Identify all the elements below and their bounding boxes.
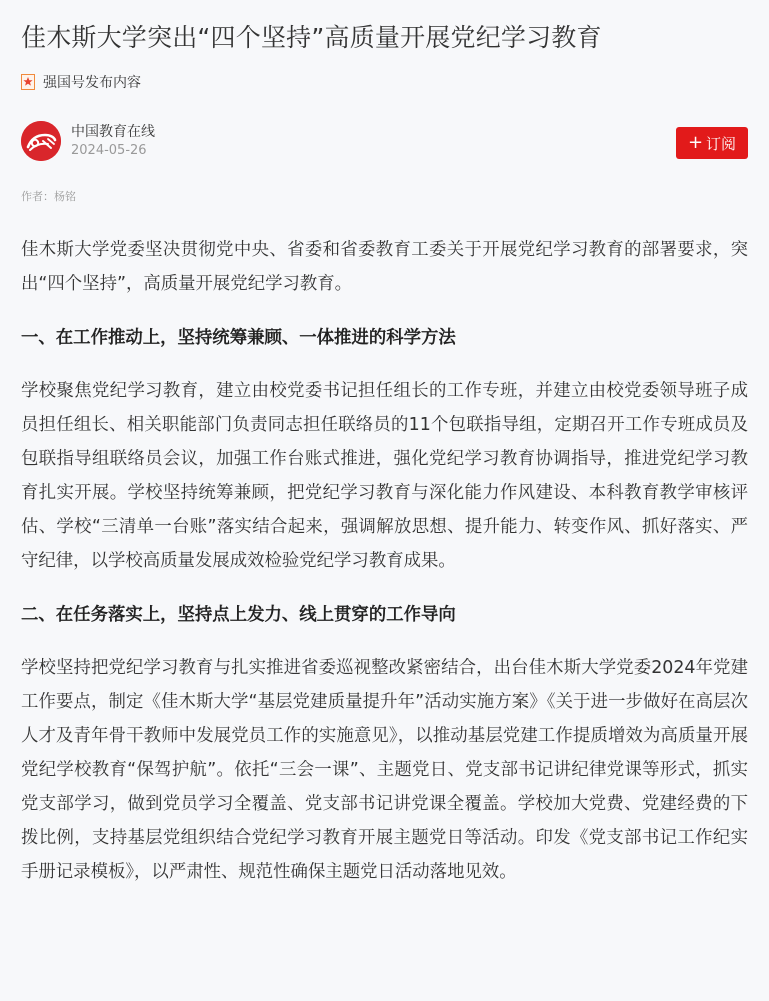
publisher-avatar[interactable]: [21, 121, 61, 161]
source-label: 强国号发布内容: [43, 75, 141, 91]
subscribe-button[interactable]: [676, 127, 748, 159]
section-heading-1: 一、在工作推动上，坚持统筹兼顾、一体推进的科学方法: [21, 328, 456, 348]
publisher-logo-icon: [21, 121, 61, 161]
section-body-2: 学校坚持把党纪学习教育与扎实推进省委巡视整改紧密结合，出台佳木斯大学党委2024年党建工作要点，制定《佳木斯大学“基层党建质量提升年”活动实施方案》《关于进一步做好在高层次人才及青年骨干教师中发展党员工作的实施意见》，以推动基层党建工作提质增效为高质量开展党纪学校教育“保驾护航”。依托“三会一课”、主题党日、党支部书记讲纪律党课等形式，抓实党支部学习，做到党员学习全覆盖、党支部书记讲党课全覆盖。学校加大党费、党建经费的下拨比例，支持基层党组织结合党纪学习教育开展主题党日等活动。印发《党支部书记工作纪实手册记录模板》，以严肃性、规范性确保主题党日活动落地见效。: [21, 658, 748, 882]
author-byline: 作者：杨铭: [21, 190, 76, 203]
plus-icon: +: [687, 132, 704, 153]
star-badge-icon: [21, 74, 35, 90]
publish-date: 2024-05-26: [71, 143, 147, 158]
section-heading-2: 二、在任务落实上，坚持点上发力、线上贯穿的工作导向: [21, 605, 456, 625]
subscribe-label: 订阅: [706, 134, 737, 153]
publisher-meta: [71, 122, 155, 160]
article-body: [21, 233, 748, 889]
source-row: [21, 72, 748, 92]
publisher-row: [21, 119, 748, 163]
article-title: 佳木斯大学突出“四个坚持”高质量开展党纪学习教育: [21, 23, 602, 52]
publisher-name[interactable]: 中国教育在线: [71, 124, 155, 140]
intro-paragraph: 佳木斯大学党委坚决贯彻党中央、省委和省委教育工委关于开展党纪学习教育的部署要求，突出“四个坚持”，高质量开展党纪学习教育。: [21, 240, 748, 294]
section-body-1: 学校聚焦党纪学习教育，建立由校党委书记担任组长的工作专班，并建立由校党委领导班子成员担任组长、相关职能部门负责同志担任联络员的11个包联指导组，定期召开工作专班成员及包联指导组联络员会议，加强工作台账式推进，强化党纪学习教育协调指导，推进党纪学习教育扎实开展。学校坚持统筹兼顾，把党纪学习教育与深化能力作风建设、本科教育教学审核评估、学校“三清单一台账”落实结合起来，强调解放思想、提升能力、转变作风、抓好落实、严守纪律，以学校高质量发展成效检验党纪学习教育成果。: [21, 381, 748, 571]
